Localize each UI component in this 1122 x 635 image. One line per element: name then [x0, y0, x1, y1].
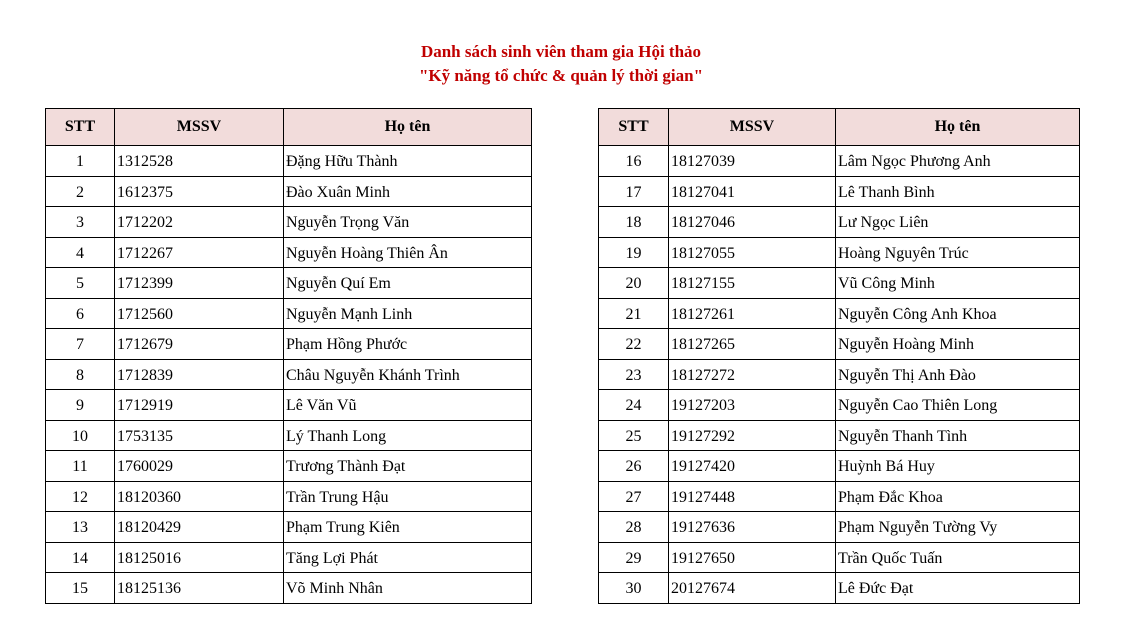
name-cell: Đặng Hữu Thành: [284, 146, 532, 177]
table-row: [599, 420, 1080, 451]
mssv-cell: 18120429: [115, 512, 284, 543]
mssv-cell: 18127039: [669, 146, 836, 177]
column-header-name: Họ tên: [836, 109, 1080, 146]
name-cell: Lê Thanh Bình: [836, 176, 1080, 207]
mssv-cell: 19127650: [669, 542, 836, 573]
name-cell: Trần Trung Hậu: [284, 481, 532, 512]
table-row: [599, 451, 1080, 482]
stt-cell: 20: [599, 268, 669, 299]
stt-cell: 2: [46, 176, 115, 207]
table-row: [46, 451, 532, 482]
name-cell: Nguyễn Hoàng Minh: [836, 329, 1080, 360]
name-cell: Lý Thanh Long: [284, 420, 532, 451]
name-cell: Tăng Lợi Phát: [284, 542, 532, 573]
mssv-cell: 1712399: [115, 268, 284, 299]
mssv-cell: 1312528: [115, 146, 284, 177]
table-row: [46, 237, 532, 268]
mssv-cell: 1712202: [115, 207, 284, 238]
stt-cell: 4: [46, 237, 115, 268]
table-row: [599, 359, 1080, 390]
mssv-cell: 18120360: [115, 481, 284, 512]
stt-cell: 7: [46, 329, 115, 360]
roster-table-right: [598, 108, 1080, 604]
mssv-cell: 20127674: [669, 573, 836, 604]
name-cell: Đào Xuân Minh: [284, 176, 532, 207]
roster-table-left: [45, 108, 532, 604]
mssv-cell: 1712919: [115, 390, 284, 421]
name-cell: Nguyễn Hoàng Thiên Ân: [284, 237, 532, 268]
stt-cell: 9: [46, 390, 115, 421]
stt-cell: 14: [46, 542, 115, 573]
name-cell: Phạm Trung Kiên: [284, 512, 532, 543]
name-cell: Lư Ngọc Liên: [836, 207, 1080, 238]
name-cell: Nguyễn Mạnh Linh: [284, 298, 532, 329]
name-cell: Phạm Đắc Khoa: [836, 481, 1080, 512]
name-cell: Phạm Nguyễn Tường Vy: [836, 512, 1080, 543]
mssv-cell: 1753135: [115, 420, 284, 451]
name-cell: Trần Quốc Tuấn: [836, 542, 1080, 573]
stt-cell: 12: [46, 481, 115, 512]
table-row: [599, 207, 1080, 238]
table-row: [599, 512, 1080, 543]
mssv-cell: 1760029: [115, 451, 284, 482]
table-header-row: [46, 109, 532, 146]
table-row: [46, 146, 532, 177]
table-row: [599, 146, 1080, 177]
table-row: [599, 542, 1080, 573]
stt-cell: 8: [46, 359, 115, 390]
stt-cell: 23: [599, 359, 669, 390]
name-cell: Hoàng Nguyên Trúc: [836, 237, 1080, 268]
stt-cell: 21: [599, 298, 669, 329]
stt-cell: 18: [599, 207, 669, 238]
table-row: [46, 359, 532, 390]
document-title: Danh sách sinh viên tham gia Hội thảo: [420, 42, 702, 61]
mssv-cell: 18127261: [669, 298, 836, 329]
mssv-cell: 19127420: [669, 451, 836, 482]
name-cell: Nguyễn Thanh Tình: [836, 420, 1080, 451]
mssv-cell: 1612375: [115, 176, 284, 207]
table-row: [599, 176, 1080, 207]
table-row: [599, 329, 1080, 360]
name-cell: Nguyễn Thị Anh Đào: [836, 359, 1080, 390]
mssv-cell: 19127636: [669, 512, 836, 543]
mssv-cell: 1712839: [115, 359, 284, 390]
stt-cell: 15: [46, 573, 115, 604]
column-header-stt: STT: [46, 109, 115, 146]
name-cell: Lê Đức Đạt: [836, 573, 1080, 604]
stt-cell: 1: [46, 146, 115, 177]
document-subtitle: "Kỹ năng tổ chức & quản lý thời gian": [418, 66, 704, 85]
stt-cell: 19: [599, 237, 669, 268]
table-row: [46, 207, 532, 238]
stt-cell: 24: [599, 390, 669, 421]
stt-cell: 17: [599, 176, 669, 207]
stt-cell: 16: [599, 146, 669, 177]
stt-cell: 11: [46, 451, 115, 482]
table-row: [46, 420, 532, 451]
name-cell: Phạm Hồng Phước: [284, 329, 532, 360]
table-row: [46, 268, 532, 299]
name-cell: Châu Nguyễn Khánh Trình: [284, 359, 532, 390]
mssv-cell: 19127448: [669, 481, 836, 512]
mssv-cell: 1712560: [115, 298, 284, 329]
name-cell: Trương Thành Đạt: [284, 451, 532, 482]
mssv-cell: 18125136: [115, 573, 284, 604]
stt-cell: 10: [46, 420, 115, 451]
name-cell: Nguyễn Quí Em: [284, 268, 532, 299]
name-cell: Lê Văn Vũ: [284, 390, 532, 421]
mssv-cell: 18127155: [669, 268, 836, 299]
stt-cell: 13: [46, 512, 115, 543]
mssv-cell: 19127292: [669, 420, 836, 451]
name-cell: Võ Minh Nhân: [284, 573, 532, 604]
stt-cell: 30: [599, 573, 669, 604]
mssv-cell: 18127055: [669, 237, 836, 268]
table-row: [599, 237, 1080, 268]
table-row: [599, 573, 1080, 604]
table-row: [46, 390, 532, 421]
mssv-cell: 18127046: [669, 207, 836, 238]
table-row: [46, 298, 532, 329]
name-cell: Vũ Công Minh: [836, 268, 1080, 299]
stt-cell: 22: [599, 329, 669, 360]
name-cell: Nguyễn Cao Thiên Long: [836, 390, 1080, 421]
stt-cell: 27: [599, 481, 669, 512]
stt-cell: 5: [46, 268, 115, 299]
table-row: [599, 390, 1080, 421]
table-row: [46, 512, 532, 543]
stt-cell: 28: [599, 512, 669, 543]
column-header-stt: STT: [599, 109, 669, 146]
mssv-cell: 1712679: [115, 329, 284, 360]
mssv-cell: 18127272: [669, 359, 836, 390]
column-header-mssv: MSSV: [115, 109, 284, 146]
mssv-cell: 19127203: [669, 390, 836, 421]
name-cell: Nguyễn Trọng Văn: [284, 207, 532, 238]
mssv-cell: 1712267: [115, 237, 284, 268]
table-row: [599, 298, 1080, 329]
name-cell: Huỳnh Bá Huy: [836, 451, 1080, 482]
mssv-cell: 18127265: [669, 329, 836, 360]
name-cell: Lâm Ngọc Phương Anh: [836, 146, 1080, 177]
column-header-name: Họ tên: [284, 109, 532, 146]
table-row: [599, 481, 1080, 512]
table-row: [46, 573, 532, 604]
stt-cell: 6: [46, 298, 115, 329]
table-header-row: [599, 109, 1080, 146]
table-row: [599, 268, 1080, 299]
table-row: [46, 481, 532, 512]
name-cell: Nguyễn Công Anh Khoa: [836, 298, 1080, 329]
stt-cell: 29: [599, 542, 669, 573]
table-row: [46, 176, 532, 207]
mssv-cell: 18125016: [115, 542, 284, 573]
mssv-cell: 18127041: [669, 176, 836, 207]
stt-cell: 26: [599, 451, 669, 482]
stt-cell: 3: [46, 207, 115, 238]
stt-cell: 25: [599, 420, 669, 451]
table-row: [46, 542, 532, 573]
column-header-mssv: MSSV: [669, 109, 836, 146]
table-row: [46, 329, 532, 360]
